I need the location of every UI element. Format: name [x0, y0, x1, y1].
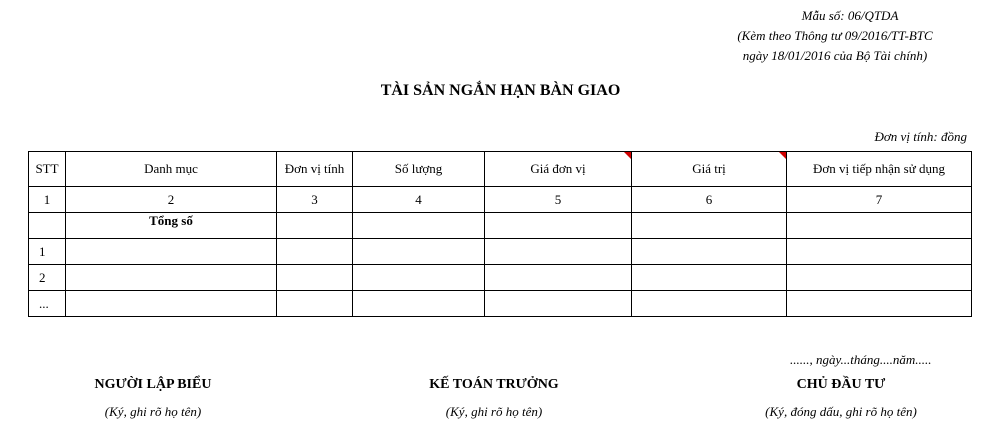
table-cell[interactable]	[485, 213, 632, 239]
column-number: 7	[787, 187, 972, 213]
total-label: Tổng số	[66, 213, 277, 239]
form-reference-line2: ngày 18/01/2016 của Bộ Tài chính)	[742, 48, 928, 63]
column-number: 2	[66, 187, 277, 213]
signature-note-investor: (Ký, đóng dấu, ghi rõ họ tên)	[765, 404, 917, 419]
table-cell[interactable]	[787, 291, 972, 317]
table-cell[interactable]	[632, 239, 787, 265]
table-cell[interactable]	[787, 265, 972, 291]
signature-note-chief-accountant: (Ký, ghi rõ họ tên)	[445, 404, 543, 419]
table-row	[29, 265, 972, 291]
table-cell[interactable]	[632, 291, 787, 317]
column-number: 3	[277, 187, 353, 213]
header-danh-muc: Danh mục	[66, 152, 277, 187]
header-don-vi-tiep-nhan: Đơn vị tiếp nhận sử dụng	[787, 152, 972, 187]
table-cell[interactable]	[353, 239, 485, 265]
table-cell[interactable]	[353, 265, 485, 291]
date-line: ......, ngày...tháng....năm.....	[790, 352, 932, 367]
table-cell[interactable]	[66, 239, 277, 265]
form-code: Mẫu số: 06/QTDA	[801, 8, 899, 23]
unit-note: Đơn vị tính: đồng	[874, 129, 967, 144]
table-row	[29, 239, 972, 265]
table-cell[interactable]	[787, 213, 972, 239]
table-cell[interactable]	[277, 213, 353, 239]
header-stt: STT	[29, 152, 66, 187]
asset-table	[28, 151, 972, 317]
table-header-row	[29, 152, 972, 187]
signature-title-chief-accountant: KẾ TOÁN TRƯỞNG	[429, 377, 559, 392]
table-cell[interactable]	[277, 265, 353, 291]
column-number: 5	[485, 187, 632, 213]
table-cell[interactable]	[632, 213, 787, 239]
table-cell[interactable]	[66, 265, 277, 291]
header-so-luong: Số lượng	[353, 152, 485, 187]
row-stt: 1	[29, 239, 66, 265]
row-stt: ...	[29, 291, 66, 317]
table-cell[interactable]	[29, 213, 66, 239]
table-cell[interactable]	[485, 239, 632, 265]
column-number-row	[29, 187, 972, 213]
signature-title-investor: CHỦ ĐẦU TƯ	[796, 377, 886, 392]
header-don-vi-tinh: Đơn vị tính	[277, 152, 353, 187]
row-stt: 2	[29, 265, 66, 291]
table-cell[interactable]	[632, 265, 787, 291]
table-cell[interactable]	[485, 291, 632, 317]
table-cell[interactable]	[353, 213, 485, 239]
header-gia-tri[interactable]: Giá trị	[632, 152, 787, 187]
column-number: 4	[353, 187, 485, 213]
table-cell[interactable]	[66, 291, 277, 317]
signature-title-preparer: NGƯỜI LẬP BIỂU	[94, 377, 212, 392]
header-gia-don-vi[interactable]: Giá đơn vị	[485, 152, 632, 187]
column-number: 1	[29, 187, 66, 213]
form-reference-line1: (Kèm theo Thông tư 09/2016/TT-BTC	[737, 28, 933, 43]
document-title: TÀI SẢN NGẮN HẠN BÀN GIAO	[380, 82, 621, 99]
table-cell[interactable]	[277, 239, 353, 265]
table-cell[interactable]	[353, 291, 485, 317]
total-row	[29, 213, 972, 239]
table-row	[29, 291, 972, 317]
column-number: 6	[632, 187, 787, 213]
table-cell[interactable]	[787, 239, 972, 265]
signature-note-preparer: (Ký, ghi rõ họ tên)	[104, 404, 202, 419]
table-cell[interactable]	[277, 291, 353, 317]
table-cell[interactable]	[485, 265, 632, 291]
